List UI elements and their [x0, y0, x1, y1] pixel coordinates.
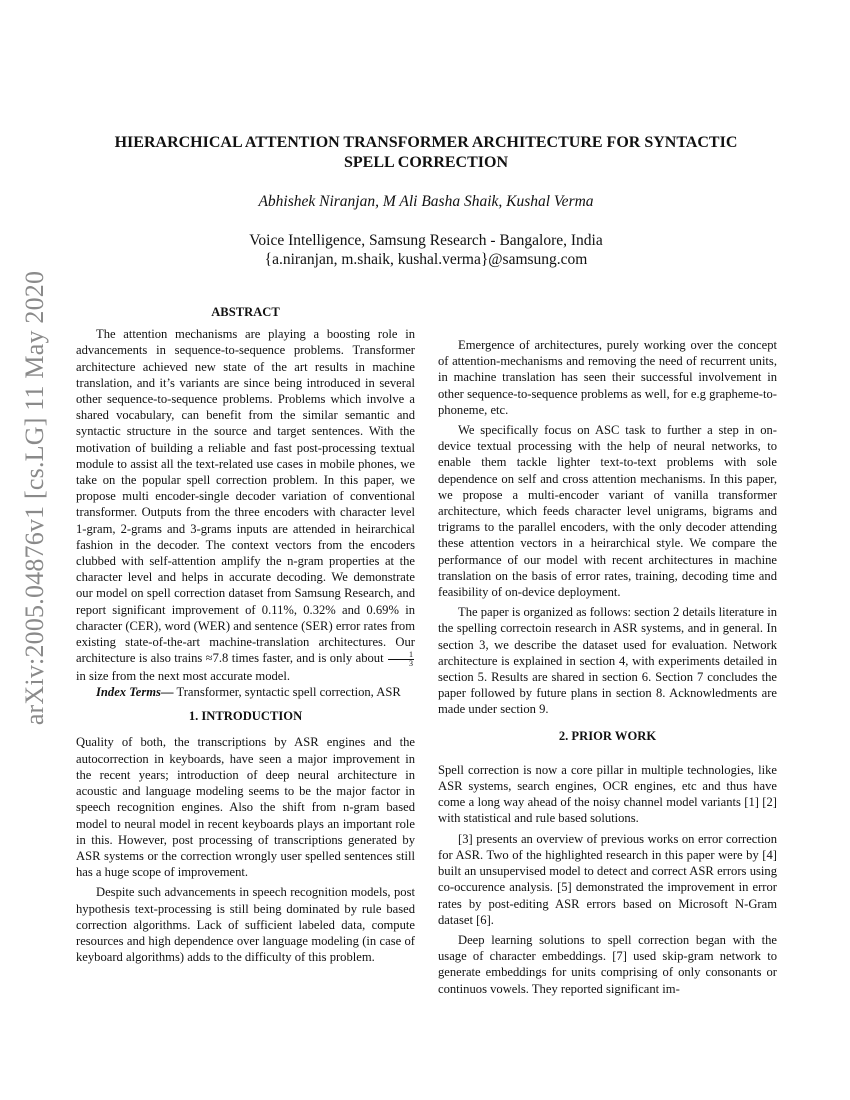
- one-third-fraction: [388, 651, 414, 668]
- abstract-text-end: in size from the next most accurate model.: [76, 668, 291, 683]
- index-terms-label: Index Terms—: [96, 685, 174, 700]
- prior-work-paragraph-2: [3] presents an overview of previous works on error correction for ASR. Two of the highlighted research in this paper were by [4] built an unsupervised model to detect and correct ASR errors using co-occurence analysis. [5] demonstrated the improvement in error rates by post-editing ASR errors based on Microsoft N-Gram dataset [6].: [438, 831, 777, 927]
- fraction-denominator: 3: [409, 658, 413, 668]
- prior-work-paragraph-1: Spell correction is now a core pillar in multiple technologies, like ASR systems, search engines, OCR engines, etc and thus have come a long way ahead of the noisy channel model variants [1] [2] with statistical and rule based solutions.: [438, 762, 777, 826]
- introduction-heading: 1. INTRODUCTION: [188, 709, 303, 724]
- index-terms: [76, 684, 415, 700]
- affiliation-line: Voice Intelligence, Samsung Research - Bangalore, India: [249, 232, 603, 249]
- affiliation-block: [90, 231, 762, 269]
- paper-title-line-1: HIERARCHICAL ATTENTION TRANSFORMER ARCHITECTURE FOR SYNTACTIC: [114, 134, 738, 151]
- arxiv-identifier-text: arXiv:2005.04876v1 [cs.LG] 11 May 2020: [20, 270, 50, 726]
- intro-paragraph-3: Emergence of architectures, purely working over the concept of attention-mechanisms and removing the need of recurrent units, in machine translation has seen their successful involvement in other sequence-to-sequence problems as well, for e.g grapheme-to-phoneme, etc.: [438, 338, 777, 417]
- intro-paragraph-2: Despite such advancements in speech recognition models, post hypothesis text-processing is still being dominated by rule based correction algorithms. Lack of sufficient labeled data, compute resources and high dependence over language modeling (in case of keyboard algorithms) adds to the difficulty of this problem.: [76, 885, 415, 965]
- prior-work-heading: 2. PRIOR WORK: [558, 728, 657, 743]
- index-terms-text: Transformer, syntactic spell correction, ASR: [176, 685, 401, 700]
- arxiv-identifier-stamp: [2, 248, 68, 748]
- paper-title-line-2: SPELL CORRECTION: [343, 154, 509, 171]
- right-column: [438, 303, 777, 997]
- left-column: [76, 304, 415, 965]
- intro-paragraph-1: Quality of both, the transcriptions by ASR engines and the autocorrection in keyboards, have seen a major improvement in the recent years; introduction of deep neural architecture in acoustic and language modeling seems to be the major factor in speech recognition engines. Also the shift from n-gram based model to neural model in recent keyboards plays an important role in this. However, post processing of transcriptions generated by ASR systems or the correction wrongly user spelled sentences still has a huge scope of improvement.: [76, 735, 415, 880]
- fraction-numerator: 1: [388, 651, 414, 660]
- abstract-text: The attention mechanisms are playing a boosting role in advancements in sequence-to-sequence problems. Transformer architecture achieved new state of the art results in machine translation, and it’s variants are since being introduced in several other sequence-to-sequence problems. Problems which involve a shared vocabulary, can benefit from the similar semantic and syntactic structure in the source and target sentences. With the motivation of building a reliable and fast post-processing textual module to assist all the text-related use cases in mobile phones, we take on the popular spell correction problem. In this paper, we propose multi encoder-single decoder variation of conventional transformer. Outputs from the three encoders with character level 1-gram, 2-grams and 3-grams inputs are attended in heirarchical fashion in the decoder. The context vectors from the encoders clubbed with self-attention amplify the n-gram properties at the character level and helps in accurate decoding. We demonstrate our model on spell correction dataset from Samsung Research, and report significant improvement of 0.11%, 0.32% and 0.69% in character (CER), word (WER) and sentence (SER) error rates from existing state-of-the-art machine-translation architectures. Our architecture is also trains ≈7.8 times faster, and is only about: [76, 327, 415, 666]
- email-line: {a.niranjan, m.shaik, kushal.verma}@samsung.com: [264, 251, 588, 268]
- paper-title: [90, 133, 762, 173]
- intro-paragraph-4: We specifically focus on ASC task to further a step in on-device textual processing with the help of neural networks, to enable them tackle lighter text-to-text problems with sole dependence on self and cross attention mechanisms. In this paper, we propose a multi-encoder variant of vanilla transformer architecture, which feeds character level unigrams, bigrams and trigrams to the parallel encoders, with the only decoder attending these attention vectors in a heirarchical style. We compare the performance of our model with recent architectures in machine translation on the basis of error rates, training, decoding time and feasibility of on-device deployment.: [438, 423, 777, 600]
- abstract-heading: ABSTRACT: [211, 305, 280, 319]
- author-list: Abhishek Niranjan, M Ali Basha Shaik, Kushal Verma: [258, 193, 594, 210]
- abstract-body: [76, 326, 415, 684]
- prior-work-paragraph-3: Deep learning solutions to spell correction began with the usage of character embeddings. [7] used skip-gram network to generate embeddings for units comprising of only consonants or continuos vowels. They reported significant im-: [438, 932, 777, 996]
- intro-paragraph-5: The paper is organized as follows: section 2 details literature in the spelling correctoin research in ASR systems, and in general. In section 3, we describe the dataset used for evaluation. Network architecture is explained in section 4, with experiments detailed in section 5. Results are shared in section 6. Section 7 concludes the paper followed by future plans in section 8. Acknowledments are made under section 9.: [438, 605, 777, 717]
